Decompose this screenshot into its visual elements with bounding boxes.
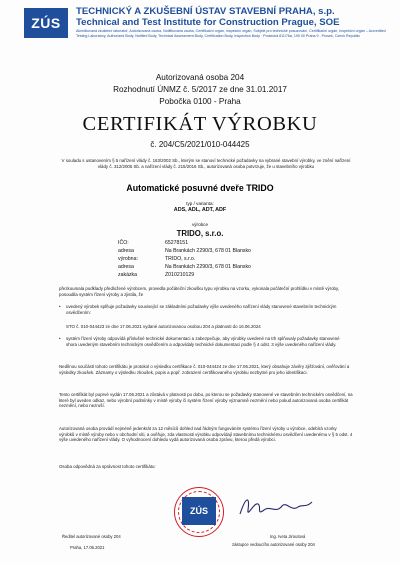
detail-value: Na Brankách 2290/3, 678 01 Blansko bbox=[165, 264, 251, 270]
authority-line-3: Pobočka 0100 - Praha bbox=[159, 97, 241, 106]
institute-description: Akreditovaná zkušební laboratoř, Autorizovaná osoba, Notifikovaná osoba, Certifikační orgán, Inspekční orgán, Subjekt pro technické posuzování, Certifikační orgán, Inspekční orgán – Accredited Testing Laboratory, Authorized Body, Notified Body, Technical Assessment Body, Certification Body, Inspection Body · Prosecká 811/76a, 190 00 Praha 9 - Prosek, Czech Republic bbox=[76, 29, 386, 38]
right-signatory-title: zástupce vedoucího autorizované osoby 204 bbox=[232, 542, 315, 547]
detail-key: IČO: bbox=[118, 240, 129, 246]
manufacturer-label: výrobce bbox=[191, 222, 209, 227]
type-label: typ / varianta: bbox=[186, 201, 214, 206]
stamp-logo: ZÚS bbox=[182, 497, 216, 525]
certificate-number: č. 204/C5/2021/010-044425 bbox=[150, 140, 250, 149]
institute-name-cz: TECHNICKÝ A ZKUŠEBNÍ ÚSTAV STAVEBNÍ PRAHA, s.p. bbox=[76, 6, 335, 17]
body-paragraph-5: Osoba odpovědná za správnost tohoto certifikátu: bbox=[59, 464, 156, 469]
body-paragraph-2: Nedílnou součástí tohoto certifikátu je protokol o výsledku certifikace č. 010-044424 ze dne 17.06.2021, který obsahuje závěry zjišťování, ověřování a výsledky zkoušek. Záznamy o výsledku zkoušek, popis a popř. zobrazení certifikovaného výrobku nezbytné pro jeho identifikaci. bbox=[59, 364, 350, 375]
authority-line-1: Autorizovaná osoba 204 bbox=[155, 73, 245, 82]
detail-row bbox=[118, 264, 251, 270]
intro-paragraph: V souladu s ustanovením § 5 nařízení vlády č. 163/2002 Sb., kterým se stanoví technické požadavky na vybrané stavební výrobky, ve znění nařízení vlády č. 312/2005 Sb. a nařízení vlády č. 215/2016 Sb., autorizovaná osoba potvrzuje, že u stavebního výrobku bbox=[61, 158, 351, 169]
detail-row bbox=[118, 248, 251, 254]
left-signatory-title: Ředitel autorizované osoby 204 bbox=[62, 534, 121, 539]
detail-row bbox=[118, 272, 194, 278]
zus-logo: ZÚS bbox=[24, 8, 68, 38]
body-paragraph-1: přezkoumala podklady předložené výrobcem, provedla počáteční zkoušku typu výrobku na vzorku, vykonala počáteční prohlídku v místě výroby, posoudila systém řízení výroby a zjistila, že bbox=[59, 286, 340, 297]
detail-key: zakázka bbox=[118, 272, 138, 278]
detail-key: adresa bbox=[118, 248, 134, 254]
body-paragraph-4: Autorizovaná osoba provádí nejméně jedenkrát za 12 měsíců dohled nad řádným fungováním systému řízení výroby u výrobce, odebírá vzorky výrobků v místě výroby nebo v obchodní síti, a ověřuje, zda vlastnosti výrobku odpovídají stavebnímu technickému osvědčení uvedenému v § 5 odst. 4 výše uvedeného nařízení vlády. O vyhodnocení dohledu vydá autorizovaná osoba zprávu, kterou předá výrobci. bbox=[59, 426, 353, 443]
authority-line-2: Rozhodnutí ÚNMZ č. 5/2017 ze dne 31.01.2017 bbox=[113, 85, 287, 94]
detail-value: Na Brankách 2290/3, 678 01 Blansko bbox=[165, 248, 251, 254]
official-stamp bbox=[174, 487, 224, 537]
certificate-title: CERTIFIKÁT VÝROBKU bbox=[82, 113, 318, 135]
product-name: Automatické posuvné dveře TRIDO bbox=[126, 183, 274, 193]
issue-place-date: Praha, 17.06.2021 bbox=[70, 545, 105, 550]
bullet-dot-icon: • bbox=[59, 304, 61, 309]
bullet-1-text: uvedený výrobek splňuje požadavky související se základními požadavky výše uvedeného nařízení vlády stanovené stavebním technickým osvědčením: bbox=[66, 304, 337, 315]
detail-row bbox=[118, 256, 195, 262]
product-variants: ADS, ADL, ADT, ADF bbox=[173, 207, 227, 213]
handwritten-signature bbox=[236, 492, 316, 522]
right-signatory-name: Ing. Iveta Jiroutová bbox=[270, 534, 306, 539]
sto-reference: STO č. 010-044423 ze dne 17.06.2021 vydané autorizovanou osobou 204 a platnosti do 16.06.2024 bbox=[66, 324, 261, 329]
bullet-dot-icon: • bbox=[59, 336, 61, 341]
body-paragraph-3: Tento certifikát byl poprvé vydán 17.06.2021 a zůstává v platnosti po dobu, po kterou se požadavky stanovené ve stavebním technickém osvědčení, na které byl uveden odkaz, nebo výrobní podmínky v místě výroby či systém řízení výroby významně nezmění nebo pokud autorizovaná osoba certifikát nezmění, nebo nezruší. bbox=[59, 392, 353, 409]
detail-value: 65278151 bbox=[165, 240, 189, 246]
detail-value: TRIDO, s.r.o. bbox=[165, 256, 196, 262]
detail-row bbox=[118, 240, 188, 246]
detail-key: adresa bbox=[118, 264, 134, 270]
detail-value: Z010210129 bbox=[165, 272, 195, 278]
bullet-2-text: systém řízení výroby odpovídá příslušné technické dokumentaci a zabezpečuje, aby výrobky uvedené na trh splňovaly požadavky stanovené shora uvedeným stavebním technickým osvědčením a odpovídaly technické dokumentaci podle § 4 odst. 3 výše uvedeného nařízení vlády. bbox=[66, 336, 340, 347]
institute-name-en: Technical and Test Institute for Construction Prague, SOE bbox=[76, 17, 340, 28]
detail-key: výrobna: bbox=[118, 256, 138, 262]
manufacturer-name: TRIDO, s.r.o. bbox=[176, 229, 224, 238]
